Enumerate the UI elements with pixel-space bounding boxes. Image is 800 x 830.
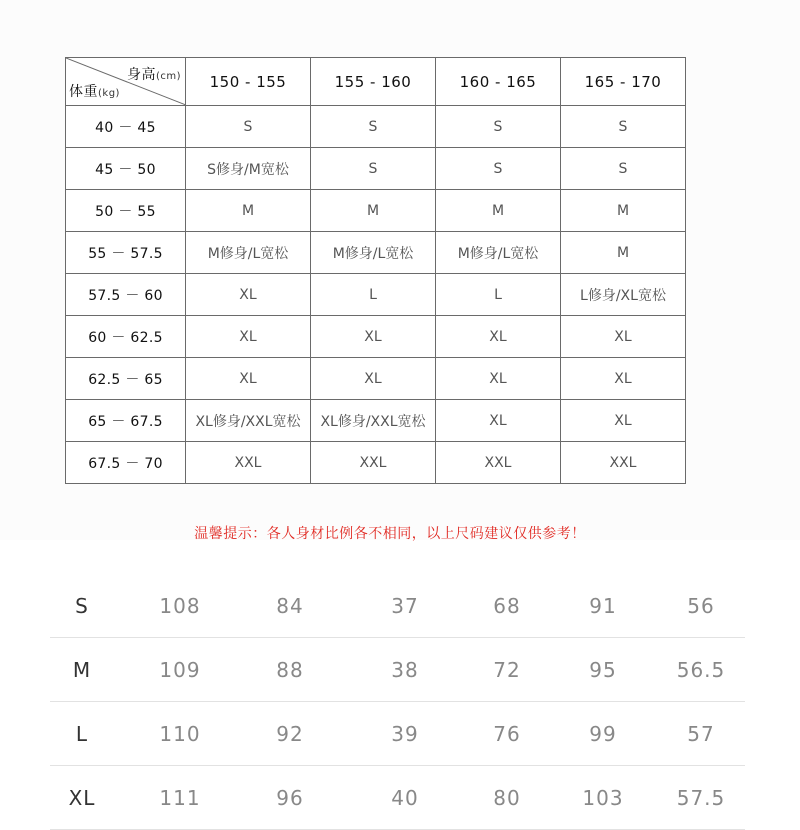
size-cell: S [436, 148, 561, 190]
size-cell: XXL [186, 442, 311, 484]
measure-value: 72 [493, 658, 521, 682]
measure-value: 39 [391, 722, 419, 746]
size-cell: XXL [561, 442, 686, 484]
measure-value: 111 [159, 786, 201, 810]
height-range-header: 150 - 155 [186, 58, 311, 106]
size-cell: S [561, 106, 686, 148]
size-cell: M修身/L宽松 [186, 232, 311, 274]
corner-header-cell [66, 58, 186, 106]
measure-value: 57 [687, 722, 715, 746]
height-unit: (cm) [155, 71, 181, 82]
height-header [127, 64, 181, 84]
height-range-header: 165 - 170 [561, 58, 686, 106]
table-row [66, 358, 686, 400]
size-label: L [75, 722, 89, 746]
weight-unit: (kg) [98, 88, 120, 99]
measure-value: 57.5 [676, 786, 726, 810]
weight-range-cell: 50 － 55 [66, 190, 186, 232]
size-cell: XL [186, 316, 311, 358]
measure-value: 38 [391, 658, 419, 682]
size-cell: M [561, 190, 686, 232]
size-cell: XL [561, 316, 686, 358]
size-cell: XL修身/XXL宽松 [186, 400, 311, 442]
size-cell: S [311, 148, 436, 190]
size-cell: M [436, 190, 561, 232]
measure-value: 37 [391, 594, 419, 618]
size-cell: M [311, 190, 436, 232]
size-cell: XL [561, 400, 686, 442]
weight-range-cell: 57.5 － 60 [66, 274, 186, 316]
weight-range-cell: 40 － 45 [66, 106, 186, 148]
size-cell: XL修身/XXL宽松 [311, 400, 436, 442]
measure-value: 95 [589, 658, 617, 682]
size-cell: S [311, 106, 436, 148]
size-cell: L修身/XL宽松 [561, 274, 686, 316]
measure-value: 56 [687, 594, 715, 618]
sizing-notice: 温馨提示：各人身材比例各不相同，以上尺码建议仅供参考！ [194, 526, 586, 542]
table-row [66, 190, 686, 232]
size-recommendation-table [65, 57, 686, 484]
measure-value: 56.5 [676, 658, 726, 682]
size-cell: XL [311, 316, 436, 358]
measure-value: 92 [276, 722, 304, 746]
size-cell: XL [561, 358, 686, 400]
size-cell: S [561, 148, 686, 190]
measurement-row [50, 638, 745, 702]
height-range-header: 155 - 160 [311, 58, 436, 106]
size-label: M [72, 658, 92, 682]
measure-value: 103 [582, 786, 624, 810]
measure-value: 88 [276, 658, 304, 682]
measure-value: 80 [493, 786, 521, 810]
size-cell: M [561, 232, 686, 274]
size-cell: XL [436, 400, 561, 442]
table-row [66, 274, 686, 316]
measure-value: 109 [159, 658, 201, 682]
weight-range-cell: 45 － 50 [66, 148, 186, 190]
weight-header [69, 81, 120, 101]
size-label: S [75, 594, 89, 618]
size-cell: M修身/L宽松 [311, 232, 436, 274]
measure-value: 76 [493, 722, 521, 746]
size-cell: XL [436, 316, 561, 358]
table-row [66, 106, 686, 148]
measure-value: 96 [276, 786, 304, 810]
table-header-row [66, 58, 686, 106]
table-row [66, 442, 686, 484]
measurement-row [50, 766, 745, 830]
measure-value: 40 [391, 786, 419, 810]
weight-label: 体重 [69, 84, 98, 100]
size-cell: M修身/L宽松 [436, 232, 561, 274]
size-cell: L [311, 274, 436, 316]
measure-value: 110 [159, 722, 201, 746]
measure-value: 108 [159, 594, 201, 618]
size-cell: XXL [311, 442, 436, 484]
size-cell: XL [186, 358, 311, 400]
table-row [66, 316, 686, 358]
size-cell: L [436, 274, 561, 316]
size-label: XL [68, 786, 96, 810]
measure-value: 99 [589, 722, 617, 746]
measure-value: 68 [493, 594, 521, 618]
measure-value: 91 [589, 594, 617, 618]
measure-value: 84 [276, 594, 304, 618]
size-cell: XL [186, 274, 311, 316]
size-cell: S [186, 106, 311, 148]
measurement-row [50, 702, 745, 766]
weight-range-cell: 67.5 － 70 [66, 442, 186, 484]
size-cell: M [186, 190, 311, 232]
height-range-header: 160 - 165 [436, 58, 561, 106]
table-row [66, 232, 686, 274]
weight-range-cell: 60 － 62.5 [66, 316, 186, 358]
table-row [66, 400, 686, 442]
size-cell: XXL [436, 442, 561, 484]
size-cell: XL [436, 358, 561, 400]
table-row [66, 148, 686, 190]
size-cell: XL [311, 358, 436, 400]
size-cell: S修身/M宽松 [186, 148, 311, 190]
weight-range-cell: 65 － 67.5 [66, 400, 186, 442]
weight-range-cell: 55 － 57.5 [66, 232, 186, 274]
height-label: 身高 [126, 67, 156, 83]
measurement-table [50, 574, 745, 830]
size-cell: S [436, 106, 561, 148]
weight-range-cell: 62.5 － 65 [66, 358, 186, 400]
measurement-row [50, 574, 745, 638]
